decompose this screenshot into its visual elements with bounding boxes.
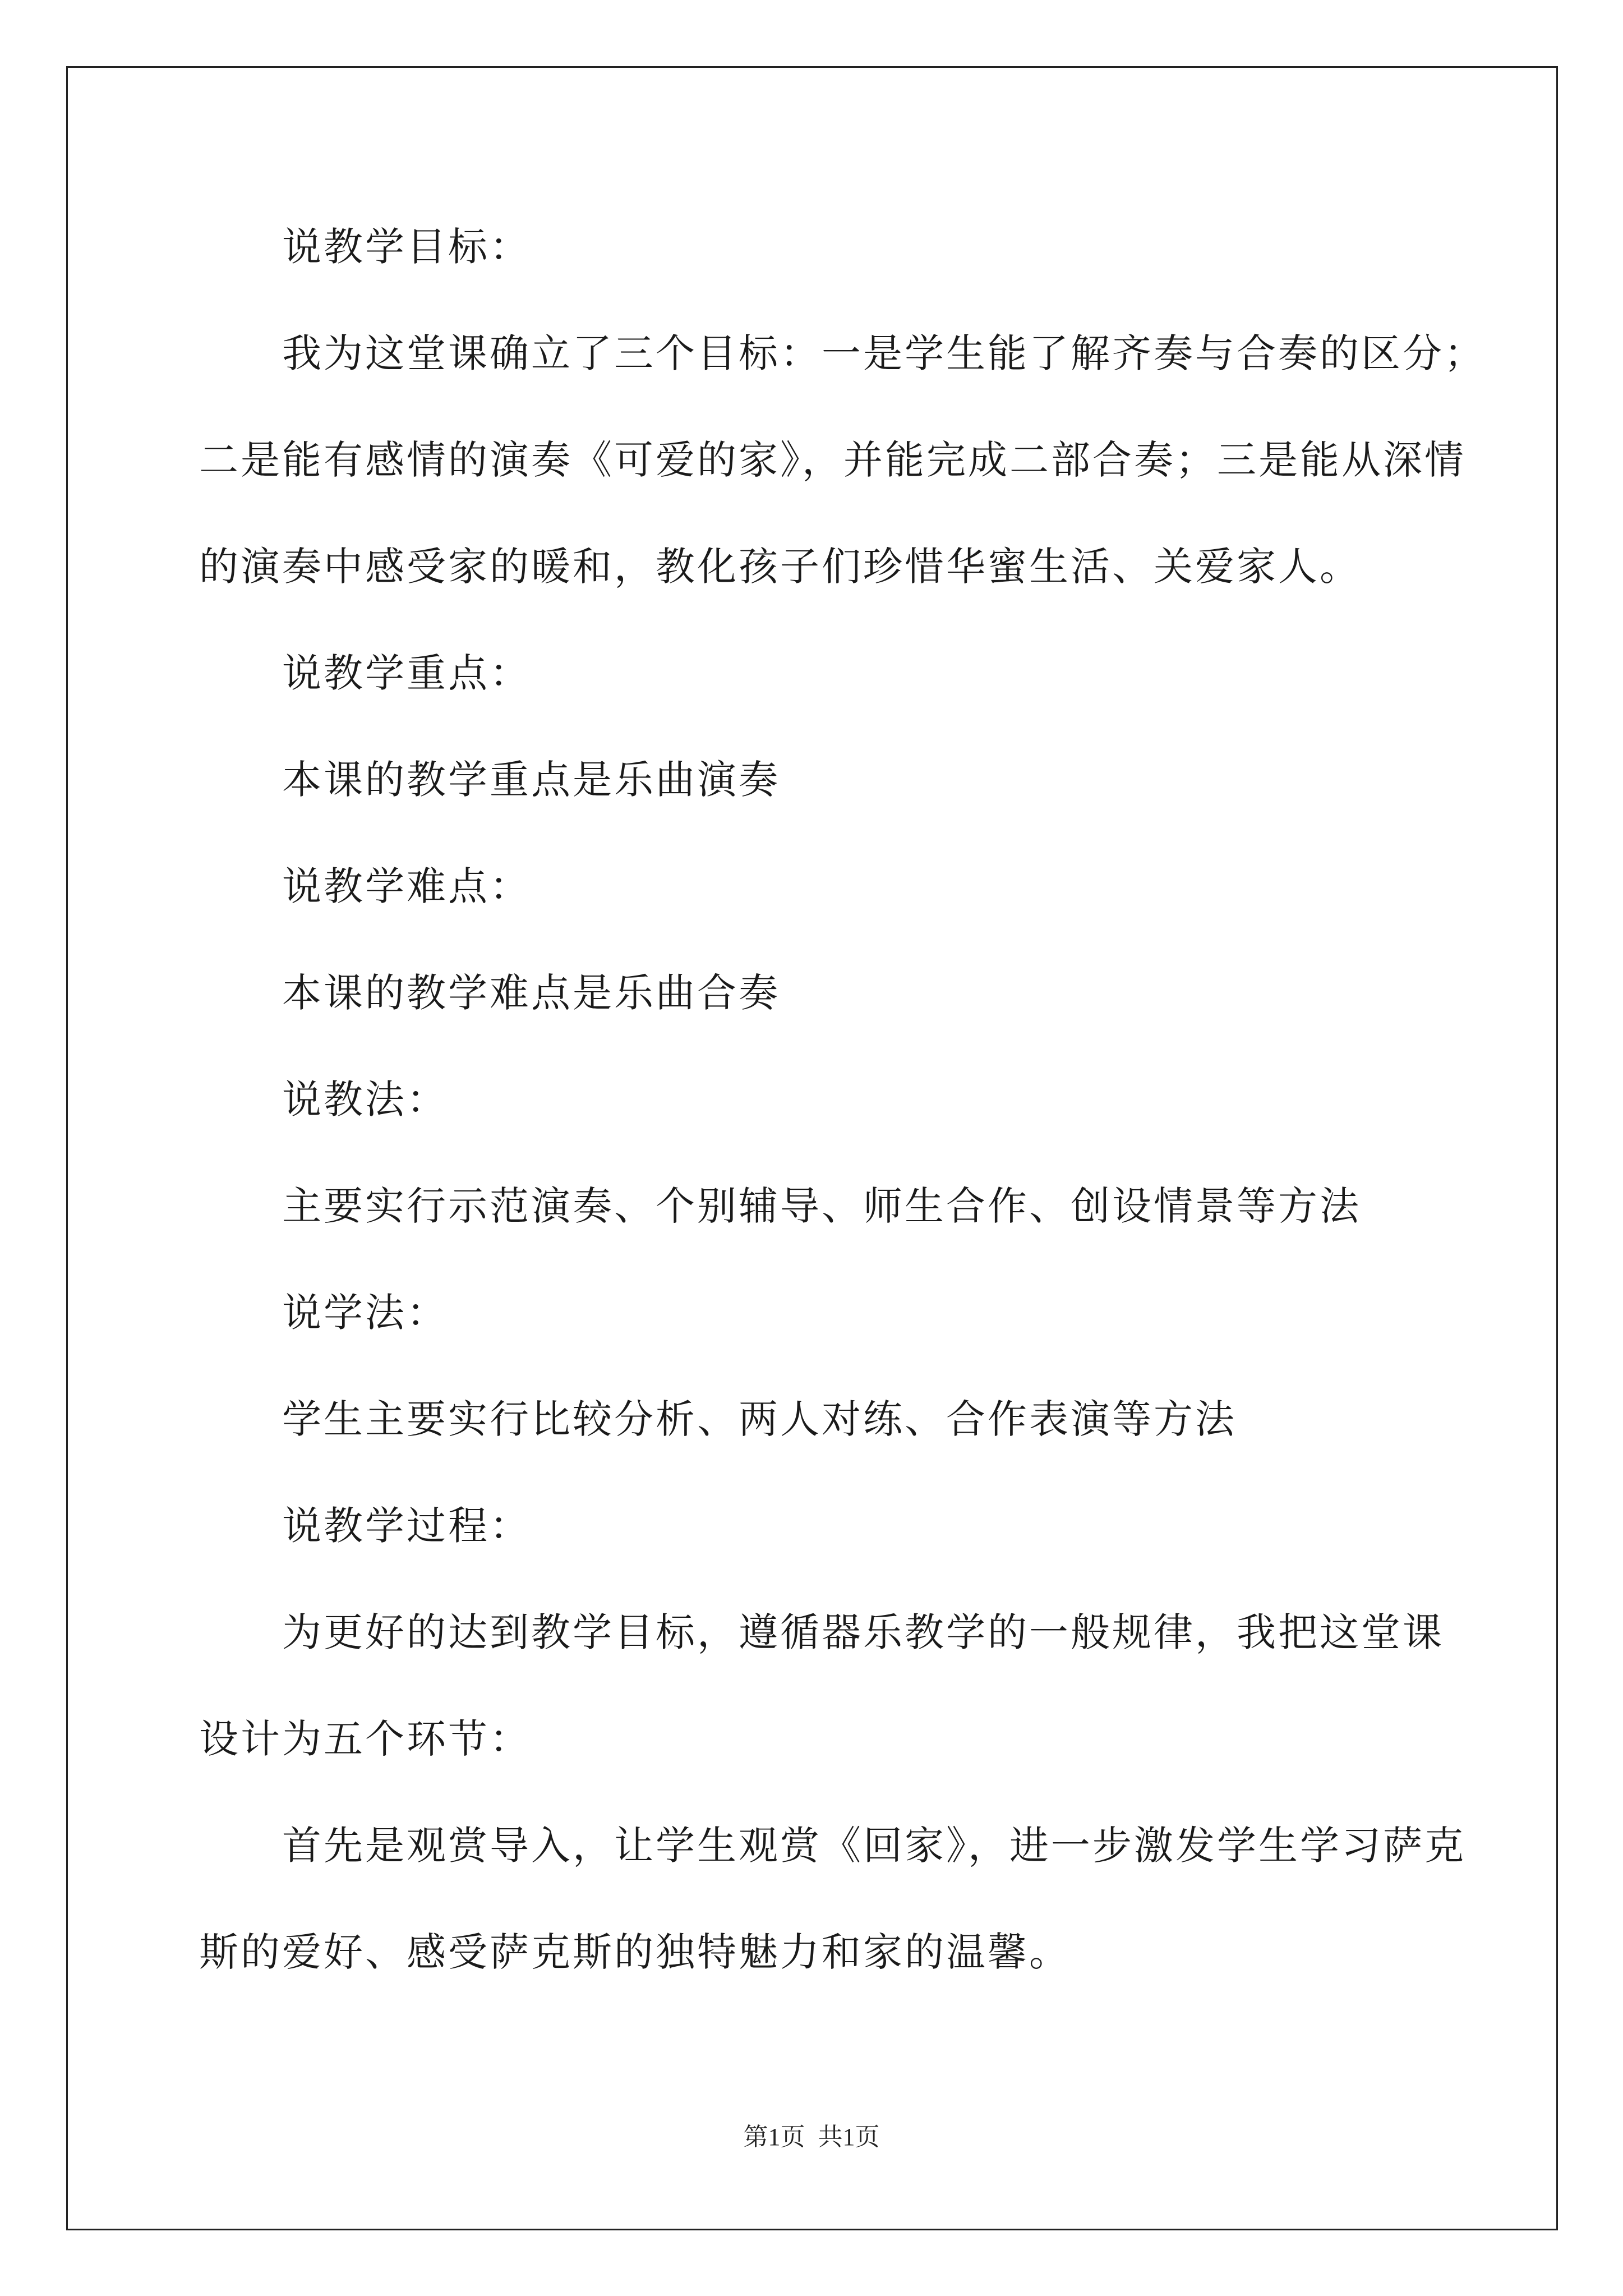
paragraph-line: 二是能有感情的演奏《可爱的家》，并能完成二部合奏；三是能从深情 xyxy=(199,437,1466,483)
heading-teaching-process: 说教学过程： xyxy=(282,1503,531,1549)
paragraph-line: 设计为五个环节： xyxy=(199,1716,531,1762)
paragraph-line: 首先是观赏导入，让学生观赏《回家》，进一步激发学生学习萨克 xyxy=(282,1823,1466,1869)
heading-teaching-method: 说教法： xyxy=(282,1076,448,1122)
heading-difficulties: 说教学难点： xyxy=(282,863,531,909)
page-total: 共1页 xyxy=(818,2123,880,2151)
paragraph-line: 的演奏中感受家的暖和，教化孩子们珍惜华蜜生活、关爱家人。 xyxy=(199,544,1361,590)
paragraph-line: 本课的教学难点是乐曲合奏 xyxy=(282,970,780,1016)
heading-key-points: 说教学重点： xyxy=(282,650,531,696)
paragraph-line: 为更好的达到教学目标，遵循器乐教学的一般规律，我把这堂课 xyxy=(282,1609,1444,1655)
page-frame xyxy=(66,66,1558,2230)
paragraph-line: 主要实行示范演奏、个别辅导、师生合作、创设情景等方法 xyxy=(282,1183,1361,1229)
heading-learning-method: 说学法： xyxy=(282,1290,448,1336)
page-footer xyxy=(0,2123,1623,2151)
heading-teaching-goals: 说教学目标： xyxy=(282,224,531,270)
paragraph-line: 学生主要实行比较分析、两人对练、合作表演等方法 xyxy=(282,1396,1237,1442)
paragraph-line: 我为这堂课确立了三个目标：一是学生能了解齐奏与合奏的区分； xyxy=(282,330,1486,376)
paragraph-line: 斯的爱好、感受萨克斯的独特魅力和家的温馨。 xyxy=(199,1929,1071,1975)
paragraph-line: 本课的教学重点是乐曲演奏 xyxy=(282,757,780,803)
page-number: 第1页 xyxy=(743,2123,805,2151)
